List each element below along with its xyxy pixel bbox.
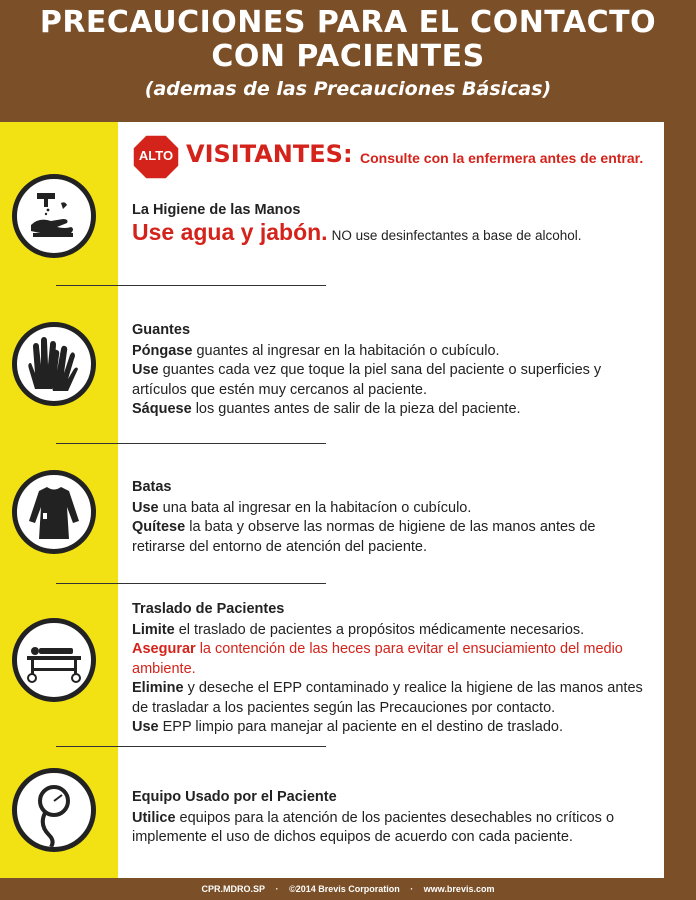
transport-l4-text: EPP limpio para manejar al paciente en el destino de traslado.: [162, 719, 563, 735]
equipment-title: Equipo Usado por el Paciente: [132, 789, 337, 805]
footer-dot: ·: [410, 884, 414, 894]
poster-footer: [0, 878, 696, 900]
equipment-section: [132, 788, 652, 848]
gloves-line-1: [132, 342, 652, 362]
gloves-l2-text: guantes cada vez que toque la piel sana del paciente o superficies y artículos que estén muy cercanos al paciente.: [132, 362, 602, 398]
gloves-line-3: [132, 400, 652, 420]
hand-hygiene-section: [132, 201, 652, 246]
gowns-l1-action: Use: [132, 499, 159, 516]
title-line-1: PRECAUCIONES PARA EL CONTACTO: [39, 5, 657, 40]
transport-line-4: [132, 718, 652, 738]
equipment-l1-action: Utilice: [132, 809, 176, 826]
equipment-line-1: [132, 809, 652, 848]
section-divider: [56, 443, 326, 444]
poster-title: [0, 6, 696, 74]
footer-website: www.brevis.com: [423, 884, 495, 894]
hand-hygiene-note: NO use desinfectantes a base de alcohol.: [331, 227, 582, 243]
transport-l2-text: la contención de las heces para evitar el ensuciamiento del medio ambiente.: [132, 641, 623, 677]
stop-sign-icon: [132, 134, 180, 180]
transport-line-2: [132, 640, 652, 679]
transport-l3-text: y deseche el EPP contaminado y realice la higiene de las manos antes de trasladar a los pacientes según las Precauciones por contacto.: [132, 680, 643, 716]
gloves-l3-text: los guantes antes de salir de la pieza del paciente.: [195, 401, 521, 417]
visitors-heading: VISITANTES:: [186, 140, 353, 168]
gloves-icon: [12, 322, 96, 406]
transport-l4-action: Use: [132, 719, 159, 735]
gloves-line-2: [132, 361, 652, 400]
footer-code: CPR.MDRO.SP: [201, 884, 266, 894]
stretcher-icon: [12, 618, 96, 702]
right-border: [664, 122, 696, 878]
transport-section: [132, 600, 652, 738]
transport-l3-action: Elimine: [132, 680, 184, 696]
gloves-l1-text: guantes al ingresar en la habitación o cubículo.: [196, 342, 500, 359]
section-divider: [56, 746, 326, 747]
equipment-l1-text: equipos para la atención de los pacientes desechables no críticos o implemente el uso de dichos equipos de acuerdo con cada paciente.: [132, 809, 615, 845]
transport-l2-action: Asegurar: [132, 641, 196, 657]
gowns-line-2: [132, 518, 652, 557]
gowns-title: Batas: [132, 479, 172, 495]
visitors-note: Consulte con la enfermera antes de entrar.: [360, 150, 644, 166]
footer-dot: ·: [275, 884, 279, 894]
transport-l1-action: Limite: [132, 621, 175, 638]
handwashing-icon: [12, 174, 96, 258]
gowns-l1-text: una bata al ingresar en la habitacíon o cubículo.: [162, 499, 472, 516]
stop-sign-label: ALTO: [138, 148, 174, 163]
gowns-l2-text: la bata y observe las normas de higiene de las manos antes de retirarse del entorno de atención del paciente.: [132, 519, 596, 555]
gloves-title: Guantes: [132, 322, 191, 338]
transport-line-1: [132, 621, 652, 641]
transport-l1-text: el traslado de pacientes a propósitos médicamente necesarios.: [178, 621, 585, 638]
transport-title: Traslado de Pacientes: [132, 601, 285, 617]
gowns-section: [132, 478, 652, 557]
gloves-section: [132, 321, 652, 420]
gowns-l2-action: Quítese: [132, 519, 186, 535]
hand-hygiene-highlight: Use agua y jabón.: [132, 218, 328, 245]
footer-copyright: ©2014 Brevis Corporation: [289, 884, 400, 894]
gloves-l1-action: Póngase: [132, 342, 193, 359]
section-divider: [56, 285, 326, 286]
section-divider: [56, 583, 326, 584]
gloves-l3-action: Sáquese: [132, 401, 192, 417]
poster-subtitle: (ademas de las Precauciones Básicas): [144, 78, 552, 100]
title-line-2: CON PACIENTES: [211, 39, 485, 74]
transport-line-3: [132, 679, 652, 718]
gowns-line-1: [132, 499, 652, 519]
poster-header: [0, 0, 696, 122]
blood-pressure-gauge-icon: [12, 768, 96, 852]
visitors-warning: [132, 134, 662, 180]
gown-icon: [12, 470, 96, 554]
hand-hygiene-title: La Higiene de las Manos: [132, 202, 301, 218]
gloves-l2-action: Use: [132, 362, 159, 378]
